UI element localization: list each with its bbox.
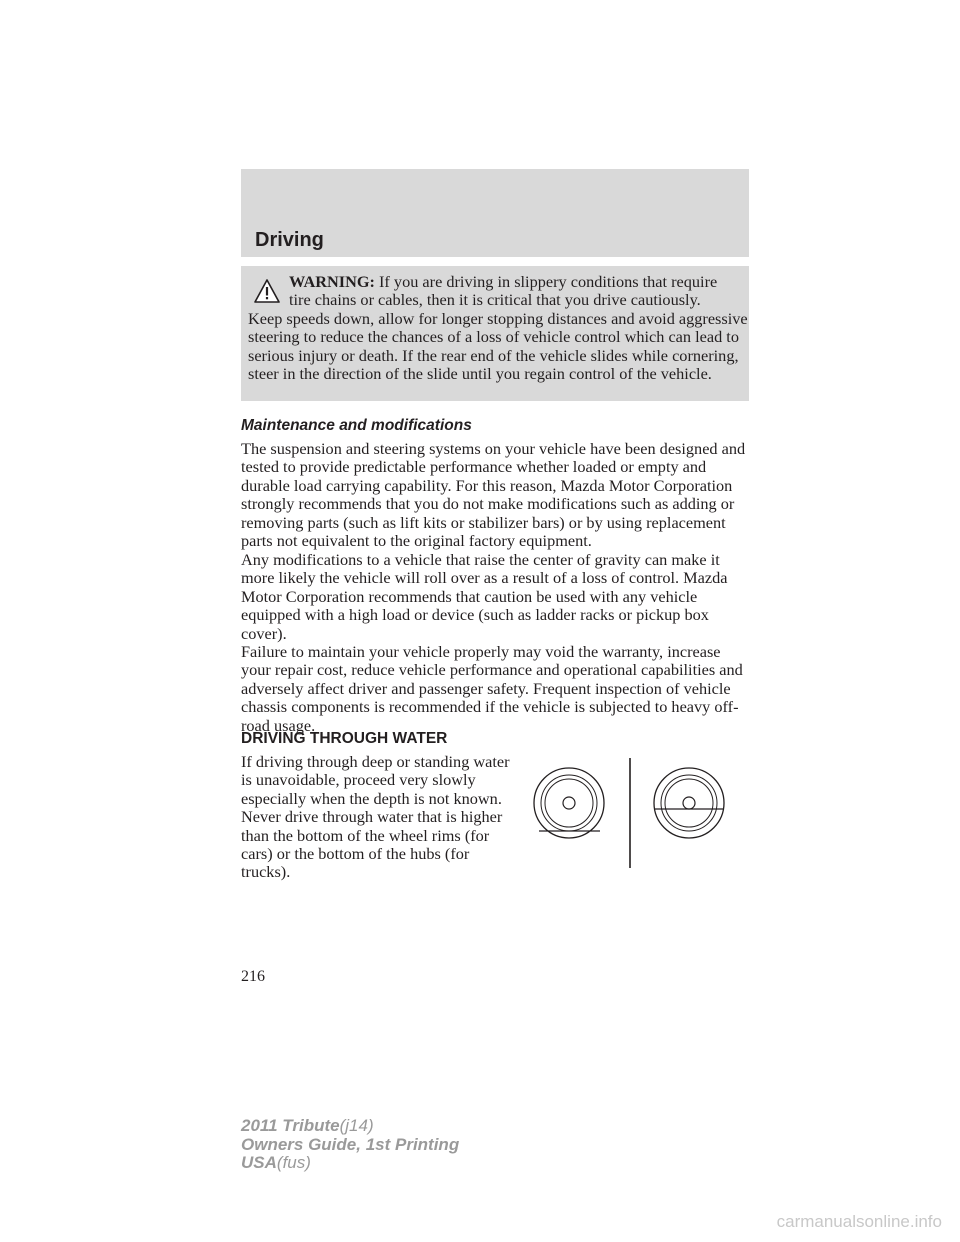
warning-line-1 bbox=[241, 273, 749, 291]
water-heading: DRIVING THROUGH WATER bbox=[241, 730, 448, 747]
truck-wheel-hub-diagram bbox=[654, 768, 724, 838]
footer-guide: Owners Guide, 1st Printing bbox=[241, 1134, 460, 1154]
warning-line-2: tire chains or cables, then it is critical that you drive cautiously. bbox=[289, 290, 701, 310]
water-paragraph: If driving through deep or standing water is unavoidable, proceed very slowly especially when the depth is not known. Never drive through water that is higher than the bottom of the wheel rims (for cars) or the bottom of the hubs (for trucks). bbox=[241, 752, 510, 882]
warning-body: Keep speeds down, allow for longer stopping distances and avoid aggressive steering to reduce the chances of a loss of vehicle control which can lead to serious injury or death. If the rear end of the vehicle slides while cornering, steer in the direction of the slide until you regain control of the vehicle. bbox=[248, 308, 748, 384]
document-footer bbox=[241, 1117, 561, 1173]
maintenance-paragraph-2: Any modifications to a vehicle that raise the center of gravity can make it more likely the vehicle will roll over as a result of a loss of control. Mazda Motor Corporation recommends that caution be used with any vehicle equipped with a high load or device (such as ladder racks or pickup box cover). bbox=[241, 550, 728, 643]
maintenance-paragraph-1: The suspension and steering systems on your vehicle have been designed and tested to provide predictable performance whether loaded or empty and durable load carrying capability. For this reason, Mazda Motor Corporation strongly recommends that you do not make modifications such as adding or removing parts (such as lift kits or stabilizer bars) or by using replacement parts not equivalent to the original factory equipment. bbox=[241, 439, 746, 551]
warning-text bbox=[241, 273, 749, 383]
footer-model: 2011 Tribute bbox=[241, 1116, 340, 1135]
watermark-text: carmanualsonline.info bbox=[776, 1212, 942, 1231]
car-wheel-rim-diagram bbox=[534, 768, 604, 838]
maintenance-heading: Maintenance and modifications bbox=[241, 417, 472, 434]
footer-model-code: (j14) bbox=[339, 1116, 374, 1135]
warning-line-1-text: If you are driving in slippery conditions that require bbox=[379, 272, 718, 291]
warning-label: WARNING: bbox=[289, 272, 375, 291]
page-number: 216 bbox=[241, 968, 265, 985]
section-title: Driving bbox=[255, 229, 324, 251]
wheel-water-depth-illustration bbox=[525, 758, 735, 868]
footer-region-code: (fus) bbox=[276, 1153, 311, 1172]
footer-region: USA bbox=[241, 1153, 277, 1172]
maintenance-paragraph-3: Failure to maintain your vehicle properly may void the warranty, increase your repair cost, reduce vehicle performance and operational capabilities and adversely affect driver and passenger safety. Frequent inspection of vehicle chassis components is recommended if the vehicle is subjected to heavy off-road usage. bbox=[241, 642, 743, 735]
